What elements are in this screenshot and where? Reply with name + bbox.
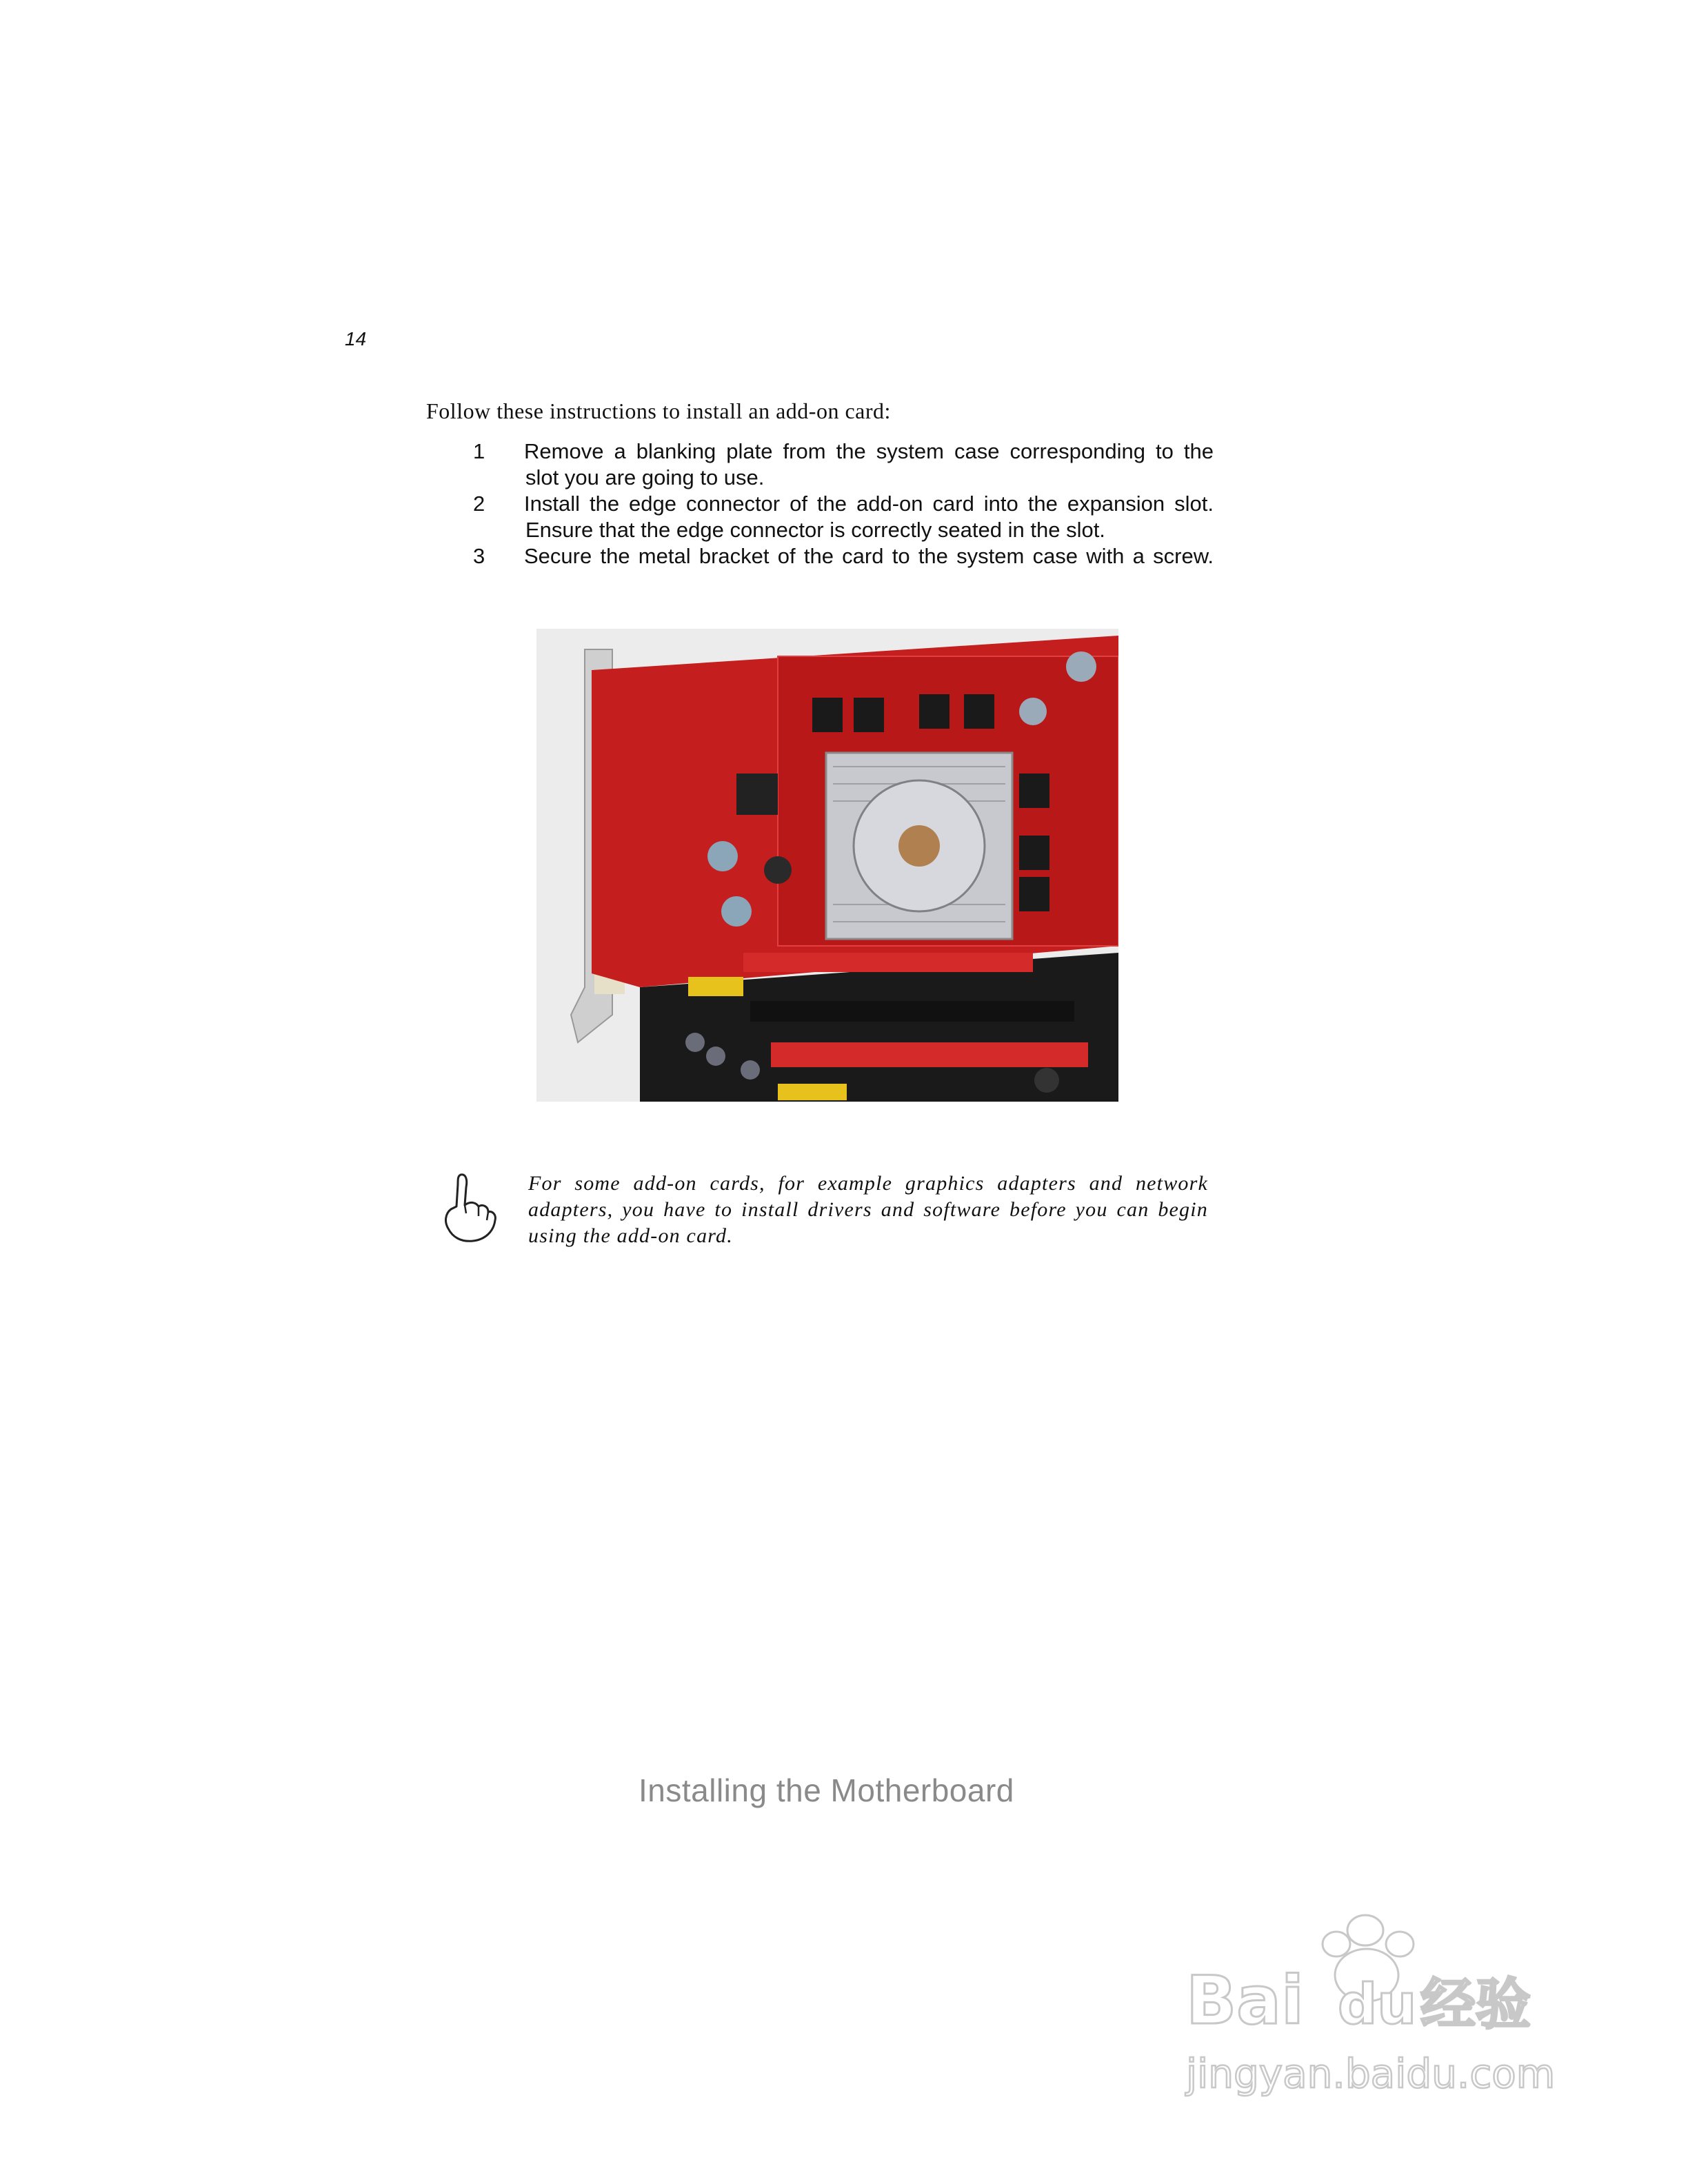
intro-text: Follow these instructions to install an add-on card: — [426, 398, 891, 423]
step-line: Remove a blanking plate from the system case corresponding to the — [524, 439, 1214, 463]
page-number: 14 — [345, 328, 367, 350]
step-line: Install the edge connector of the add-on card into the expansion slot. — [524, 492, 1214, 516]
baidu-jingyan-watermark-logo — [1172, 1903, 1586, 2110]
svg-text:du: du — [1338, 1972, 1417, 2036]
step-number: 2 — [473, 492, 485, 516]
step-line: Ensure that the edge connector is correctly seated in the slot. — [525, 518, 1105, 542]
note-text: For some add-on cards, for example graphics adapters and network adapters, you have to install drivers and software before you can begin using the add-on card. — [528, 1172, 1208, 1247]
step-number: 3 — [473, 544, 485, 568]
graphics-card-photo — [536, 629, 1118, 1102]
svg-text:Bai: Bai — [1186, 1962, 1304, 2039]
step-number: 1 — [473, 439, 485, 463]
footer-section-title: Installing the Motherboard — [639, 1772, 1014, 1808]
svg-text:jingyan.baidu.com: jingyan.baidu.com — [1186, 2050, 1556, 2097]
step-line: Secure the metal bracket of the card to the system case with a screw. — [524, 544, 1214, 568]
svg-text:经验: 经验 — [1420, 1972, 1531, 2036]
step-line: slot you are going to use. — [525, 465, 765, 489]
pointing-hand-icon — [440, 1171, 498, 1245]
